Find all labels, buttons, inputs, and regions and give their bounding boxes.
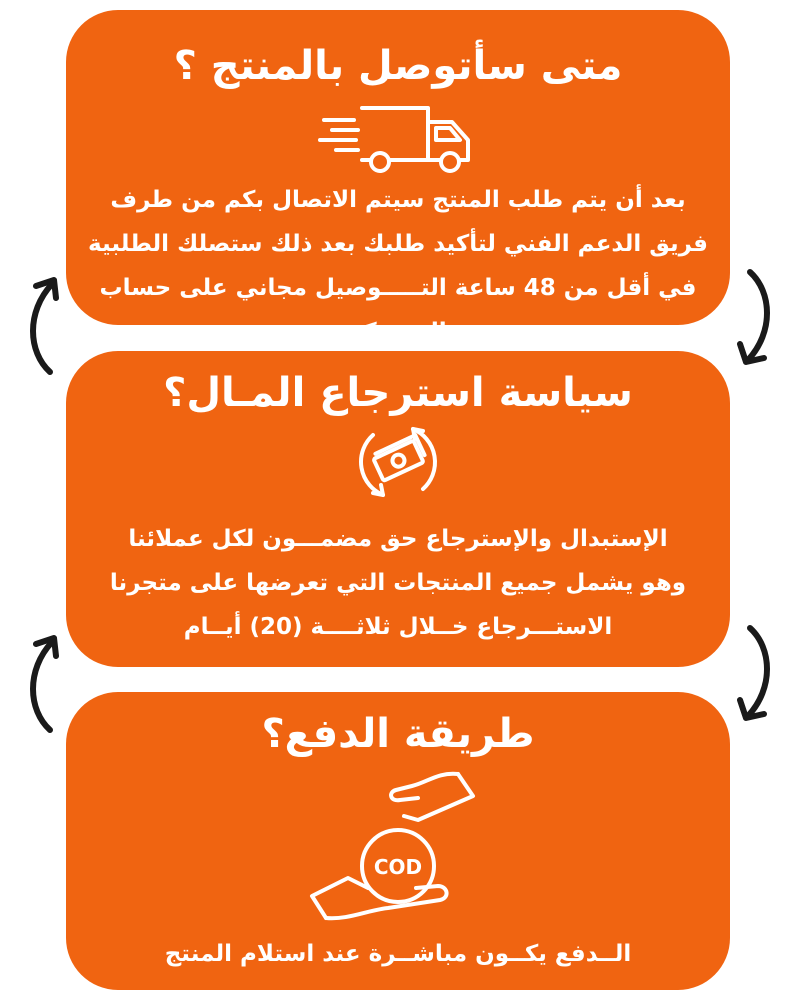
payment-method-card [66,692,730,990]
refund-title: سياسة استرجاع المـال؟ [163,370,633,416]
cash-on-delivery-icon [308,768,488,938]
curved-arrow-icon [728,618,778,738]
delivery-truck-icon [318,98,478,178]
payment-text: الــدفع يكــون مباشــرة عند استلام المنتج [164,941,632,967]
cod-label: COD [373,855,423,879]
curved-arrow-icon [22,620,72,740]
payment-title: طريقة الدفع؟ [261,711,535,757]
money-refund-icon [353,421,443,503]
refund-text: الإستبدال والإسترجاع حق مضمـــون لكل عملائنا وهو يشمل جميع المنتجات التي تعرضها على متجرنا الاستـــرجاع خــلال ثلاثــــة (20) أيــام [109,526,687,640]
delivery-text: بعد أن يتم طلب المنتج سيتم الاتصال بكم من طرف فريق الدعم الفني لتأكيد طلبك بعد ذلك ستصلك الطلبية في أقل من 48 ساعة التـــــوصيل مجاني على حساب الشــركة [88,187,708,345]
delivery-title: متى سأتوصل بالمنتج ؟ [173,43,623,89]
delivery-info-card [66,10,730,345]
curved-arrow-icon [22,262,72,382]
curved-arrow-icon [728,262,778,382]
refund-policy-card [66,351,730,667]
